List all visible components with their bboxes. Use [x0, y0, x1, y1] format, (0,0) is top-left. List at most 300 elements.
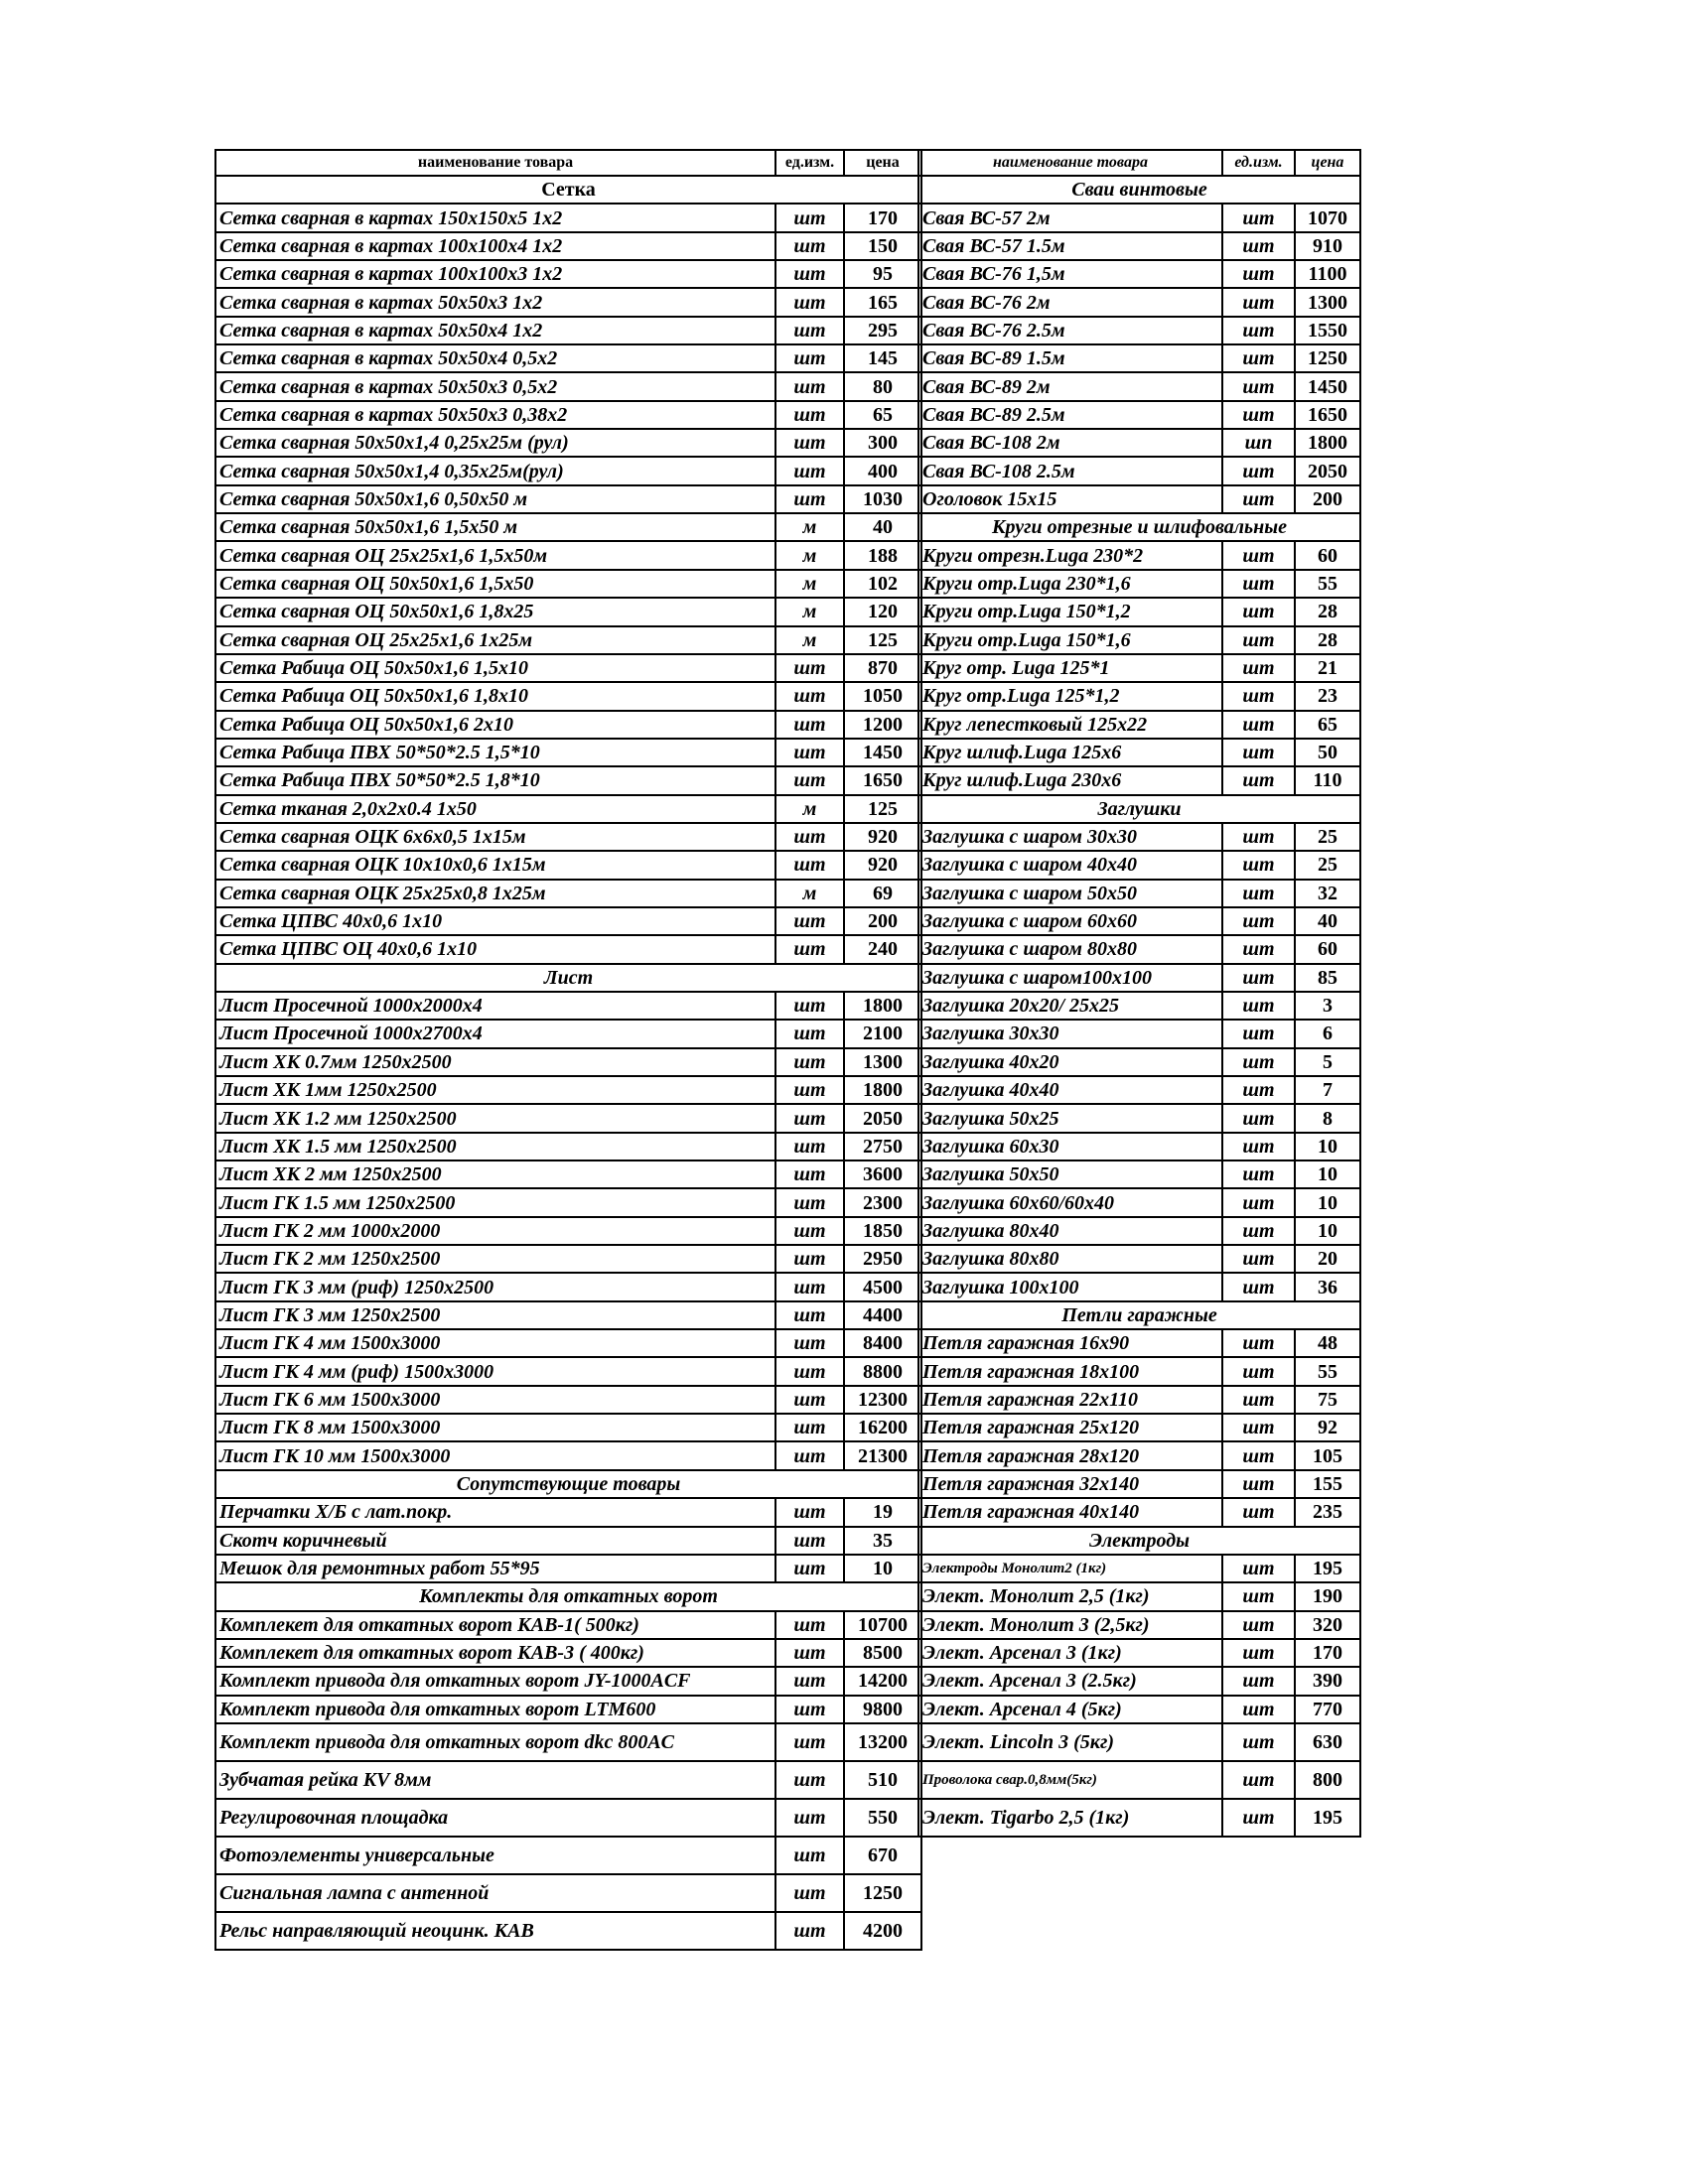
- item-unit: шт: [775, 711, 844, 739]
- item-name: Комплекет для откатных ворот КАВ-3 ( 400кг): [215, 1639, 775, 1667]
- item-price: 8800: [844, 1357, 921, 1385]
- table-row: [215, 1329, 921, 1357]
- item-unit: шт: [1222, 1329, 1295, 1357]
- item-unit: шт: [775, 654, 844, 682]
- item-name: Круги отр.Luga 150*1,2: [918, 598, 1222, 625]
- right-price-table: [917, 149, 1361, 1838]
- item-unit: м: [775, 570, 844, 598]
- item-unit: м: [775, 541, 844, 569]
- table-row: [918, 429, 1360, 457]
- item-unit: шт: [1222, 1555, 1295, 1582]
- item-price: 910: [1295, 232, 1360, 260]
- table-row: [918, 1696, 1360, 1723]
- item-price: 8500: [844, 1639, 921, 1667]
- table-row: [918, 1273, 1360, 1300]
- item-price: 50: [1295, 739, 1360, 766]
- item-unit: шт: [1222, 682, 1295, 710]
- item-name: Лист ХК 0.7мм 1250х2500: [215, 1048, 775, 1076]
- item-name: Петля гаражная 16х90: [918, 1329, 1222, 1357]
- item-price: 80: [844, 372, 921, 400]
- item-price: 14200: [844, 1667, 921, 1695]
- table-row: [918, 851, 1360, 879]
- section-title: Электроды: [918, 1527, 1360, 1555]
- item-name: Заглушка с шаром 80х80: [918, 935, 1222, 963]
- item-price: 7: [1295, 1076, 1360, 1104]
- table-row: [918, 1357, 1360, 1385]
- item-unit: шт: [1222, 711, 1295, 739]
- table-row: [215, 513, 921, 541]
- item-name: Сетка сварная ОЦК 6х6х0,5 1х15м: [215, 823, 775, 851]
- item-unit: шт: [1222, 1414, 1295, 1441]
- table-row: [215, 682, 921, 710]
- item-unit: шт: [775, 1386, 844, 1414]
- item-price: 1800: [1295, 429, 1360, 457]
- item-price: 12300: [844, 1386, 921, 1414]
- section-header: [918, 1527, 1360, 1555]
- table-row: [215, 1837, 921, 1874]
- item-unit: шт: [775, 992, 844, 1020]
- section-title: Сваи винтовые: [918, 176, 1360, 204]
- item-name: Круг шлиф.Luga 230х6: [918, 766, 1222, 794]
- table-row: [918, 1799, 1360, 1837]
- table-row: [215, 401, 921, 429]
- table-row: [215, 992, 921, 1020]
- item-unit: шт: [1222, 766, 1295, 794]
- item-price: 32: [1295, 880, 1360, 907]
- item-unit: шт: [1222, 372, 1295, 400]
- item-unit: шт: [775, 1414, 844, 1441]
- item-unit: шт: [775, 344, 844, 372]
- item-unit: шт: [1222, 992, 1295, 1020]
- table-row: [918, 935, 1360, 963]
- item-name: Петля гаражная 40х140: [918, 1498, 1222, 1526]
- item-name: Проволока свар.0,8мм(5кг): [918, 1761, 1222, 1799]
- item-price: 4400: [844, 1301, 921, 1329]
- item-unit: шт: [775, 1048, 844, 1076]
- item-name: Элект. Арсенал 4 (5кг): [918, 1696, 1222, 1723]
- table-row: [918, 1555, 1360, 1582]
- item-name: Лист ГК 4 мм 1500х3000: [215, 1329, 775, 1357]
- item-price: 200: [1295, 485, 1360, 513]
- item-name: Электроды Монолит2 (1кг): [918, 1555, 1222, 1582]
- item-name: Сетка ЦПВС 40х0,6 1х10: [215, 907, 775, 935]
- item-price: 19: [844, 1498, 921, 1526]
- item-unit: шт: [775, 401, 844, 429]
- item-unit: шт: [775, 1912, 844, 1950]
- item-unit: шт: [1222, 1076, 1295, 1104]
- item-name: Элект. Lincoln 3 (5кг): [918, 1723, 1222, 1761]
- item-unit: шт: [1222, 401, 1295, 429]
- item-unit: шт: [775, 1761, 844, 1799]
- item-name: Лист ГК 3 мм 1250х2500: [215, 1301, 775, 1329]
- table-row: [918, 1104, 1360, 1132]
- table-row: [918, 1639, 1360, 1667]
- item-price: 75: [1295, 1386, 1360, 1414]
- item-unit: шт: [1222, 232, 1295, 260]
- table-row: [215, 1874, 921, 1912]
- item-name: Заглушка 50х25: [918, 1104, 1222, 1132]
- table-row: [215, 1273, 921, 1300]
- item-price: 670: [844, 1837, 921, 1874]
- item-name: Сетка сварная в картах 50х50х4 0,5х2: [215, 344, 775, 372]
- table-row: [215, 1020, 921, 1047]
- item-name: Элект. Монолит 3 (2,5кг): [918, 1611, 1222, 1639]
- item-unit: шт: [775, 1837, 844, 1874]
- item-name: Сетка сварная в картах 100х100х3 1х2: [215, 260, 775, 288]
- item-price: 21300: [844, 1441, 921, 1469]
- item-price: 1050: [844, 682, 921, 710]
- header-name: наименование товара: [215, 150, 775, 176]
- table-row: [215, 1245, 921, 1273]
- item-price: 800: [1295, 1761, 1360, 1799]
- item-unit: шт: [1222, 1357, 1295, 1385]
- table-row: [215, 232, 921, 260]
- item-price: 295: [844, 317, 921, 344]
- item-name: Сетка сварная в картах 50х50х3 0,5х2: [215, 372, 775, 400]
- item-name: Заглушка с шаром 40х40: [918, 851, 1222, 879]
- item-name: Лист Просечной 1000х2000х4: [215, 992, 775, 1020]
- item-name: Лист ГК 3 мм (риф) 1250х2500: [215, 1273, 775, 1300]
- item-unit: шт: [775, 1245, 844, 1273]
- item-unit: шт: [775, 682, 844, 710]
- item-unit: шт: [1222, 1799, 1295, 1837]
- item-price: 170: [1295, 1639, 1360, 1667]
- item-unit: шт: [1222, 1020, 1295, 1047]
- item-name: Свая ВС-76 2.5м: [918, 317, 1222, 344]
- item-price: 3: [1295, 992, 1360, 1020]
- header-unit: ед.изм.: [1222, 150, 1295, 176]
- table-row: [215, 1160, 921, 1188]
- item-name: Перчатки Х/Б с лат.покр.: [215, 1498, 775, 1526]
- item-name: Элект. Tigarbo 2,5 (1кг): [918, 1799, 1222, 1837]
- item-price: 920: [844, 823, 921, 851]
- table-row: [918, 401, 1360, 429]
- table-row: [918, 1329, 1360, 1357]
- item-price: 1070: [1295, 204, 1360, 231]
- table-row: [215, 654, 921, 682]
- item-price: 870: [844, 654, 921, 682]
- item-unit: шт: [775, 1555, 844, 1582]
- table-row: [215, 457, 921, 484]
- item-unit: шт: [775, 1329, 844, 1357]
- item-unit: шт: [1222, 1582, 1295, 1610]
- item-unit: шт: [775, 288, 844, 316]
- section-title: Заглушки: [918, 795, 1360, 823]
- item-price: 10: [1295, 1188, 1360, 1216]
- item-price: 550: [844, 1799, 921, 1837]
- item-unit: шт: [775, 907, 844, 935]
- item-price: 1800: [844, 992, 921, 1020]
- table-row: [918, 1414, 1360, 1441]
- table-row: [215, 204, 921, 231]
- item-unit: шт: [1222, 1273, 1295, 1300]
- item-name: Лист ХК 1.5 мм 1250х2500: [215, 1133, 775, 1160]
- table-row: [918, 1076, 1360, 1104]
- item-name: Круг отр.Luga 125*1,2: [918, 682, 1222, 710]
- item-price: 1450: [1295, 372, 1360, 400]
- item-name: Элект. Арсенал 3 (2.5кг): [918, 1667, 1222, 1695]
- table-row: [918, 1611, 1360, 1639]
- table-row: [215, 1498, 921, 1526]
- table-row: [215, 907, 921, 935]
- table-row: [918, 626, 1360, 654]
- item-price: 2750: [844, 1133, 921, 1160]
- item-name: Круг шлиф.Luga 125х6: [918, 739, 1222, 766]
- table-row: [215, 344, 921, 372]
- table-row: [918, 1386, 1360, 1414]
- table-row: [215, 1301, 921, 1329]
- item-name: Заглушка с шаром 50х50: [918, 880, 1222, 907]
- item-unit: шт: [1222, 1104, 1295, 1132]
- item-name: Заглушка 60х60/60х40: [918, 1188, 1222, 1216]
- table-header: [918, 150, 1360, 176]
- item-name: Круги отр.Luga 150*1,6: [918, 626, 1222, 654]
- item-name: Заглушка 80х40: [918, 1217, 1222, 1245]
- item-unit: шт: [1222, 541, 1295, 569]
- item-name: Сетка тканая 2,0х2х0.4 1х50: [215, 795, 775, 823]
- item-price: 1850: [844, 1217, 921, 1245]
- item-name: Лист ГК 2 мм 1000х2000: [215, 1217, 775, 1245]
- item-name: Свая ВС-108 2м: [918, 429, 1222, 457]
- item-name: Петля гаражная 22х110: [918, 1386, 1222, 1414]
- table-row: [215, 1723, 921, 1761]
- item-price: 1250: [1295, 344, 1360, 372]
- item-price: 65: [844, 401, 921, 429]
- item-unit: шт: [1222, 1386, 1295, 1414]
- item-price: 10: [1295, 1160, 1360, 1188]
- table-row: [215, 1761, 921, 1799]
- item-price: 92: [1295, 1414, 1360, 1441]
- item-name: Свая ВС-76 1,5м: [918, 260, 1222, 288]
- section-header: [918, 795, 1360, 823]
- section-header: [918, 1301, 1360, 1329]
- item-unit: шт: [1222, 457, 1295, 484]
- item-price: 300: [844, 429, 921, 457]
- item-unit: шт: [1222, 317, 1295, 344]
- item-price: 630: [1295, 1723, 1360, 1761]
- item-unit: шт: [1222, 1667, 1295, 1695]
- item-unit: шт: [1222, 260, 1295, 288]
- item-unit: шт: [775, 1874, 844, 1912]
- item-price: 6: [1295, 1020, 1360, 1047]
- table-row: [215, 766, 921, 794]
- item-unit: шт: [1222, 1217, 1295, 1245]
- item-unit: шт: [1222, 1761, 1295, 1799]
- item-unit: шт: [775, 1441, 844, 1469]
- item-name: Сетка ЦПВС ОЦ 40х0,6 1х10: [215, 935, 775, 963]
- section-header: [918, 176, 1360, 204]
- item-name: Заглушка 30х30: [918, 1020, 1222, 1047]
- item-name: Свая ВС-108 2.5м: [918, 457, 1222, 484]
- item-unit: шт: [775, 372, 844, 400]
- item-unit: шт: [1222, 344, 1295, 372]
- item-name: Сетка сварная ОЦК 10х10х0,6 1х15м: [215, 851, 775, 879]
- item-name: Фотоэлементы универсальные: [215, 1837, 775, 1874]
- item-price: 155: [1295, 1470, 1360, 1498]
- item-name: Зубчатая рейка KV 8мм: [215, 1761, 775, 1799]
- item-name: Рельс направляющий неоцинк. КАВ: [215, 1912, 775, 1950]
- item-price: 4500: [844, 1273, 921, 1300]
- item-name: Свая ВС-57 2м: [918, 204, 1222, 231]
- item-price: 4200: [844, 1912, 921, 1950]
- item-name: Комплект привода для откатных ворот dkc 800AC: [215, 1723, 775, 1761]
- table-row: [918, 570, 1360, 598]
- item-name: Круги отрезн.Luga 230*2: [918, 541, 1222, 569]
- item-name: Заглушка 40х40: [918, 1076, 1222, 1104]
- item-unit: шт: [775, 1076, 844, 1104]
- item-unit: шт: [1222, 880, 1295, 907]
- item-price: 3600: [844, 1160, 921, 1188]
- item-price: 9800: [844, 1696, 921, 1723]
- item-unit: м: [775, 795, 844, 823]
- table-row: [918, 766, 1360, 794]
- item-price: 2950: [844, 1245, 921, 1273]
- item-price: 510: [844, 1761, 921, 1799]
- item-unit: шт: [775, 204, 844, 231]
- item-unit: шт: [775, 1133, 844, 1160]
- item-unit: шт: [775, 766, 844, 794]
- table-row: [215, 626, 921, 654]
- table-row: [215, 823, 921, 851]
- item-price: 60: [1295, 541, 1360, 569]
- table-row: [918, 880, 1360, 907]
- item-name: Сетка сварная ОЦК 25х25х0,8 1х25м: [215, 880, 775, 907]
- item-unit: шт: [775, 1498, 844, 1526]
- item-unit: шт: [775, 1799, 844, 1837]
- item-unit: шт: [775, 1723, 844, 1761]
- item-name: Петля гаражная 25х120: [918, 1414, 1222, 1441]
- table-row: [215, 739, 921, 766]
- item-price: 390: [1295, 1667, 1360, 1695]
- item-price: 195: [1295, 1799, 1360, 1837]
- item-unit: шт: [1222, 964, 1295, 992]
- item-price: 20: [1295, 1245, 1360, 1273]
- table-row: [918, 992, 1360, 1020]
- item-unit: шт: [1222, 598, 1295, 625]
- item-name: Сетка сварная 50х50х1,6 1,5х50 м: [215, 513, 775, 541]
- item-name: Свая ВС-89 2.5м: [918, 401, 1222, 429]
- item-unit: шт: [775, 1301, 844, 1329]
- item-price: 105: [1295, 1441, 1360, 1469]
- item-price: 2300: [844, 1188, 921, 1216]
- item-unit: шт: [775, 429, 844, 457]
- item-name: Лист ГК 6 мм 1500х3000: [215, 1386, 775, 1414]
- item-unit: шт: [1222, 1245, 1295, 1273]
- table-row: [215, 260, 921, 288]
- item-price: 1200: [844, 711, 921, 739]
- item-price: 1100: [1295, 260, 1360, 288]
- item-price: 1550: [1295, 317, 1360, 344]
- item-unit: шт: [1222, 1160, 1295, 1188]
- table-row: [918, 1020, 1360, 1047]
- item-unit: шт: [775, 260, 844, 288]
- item-price: 240: [844, 935, 921, 963]
- item-price: 21: [1295, 654, 1360, 682]
- item-price: 145: [844, 344, 921, 372]
- item-unit: шт: [775, 1188, 844, 1216]
- item-unit: шт: [1222, 654, 1295, 682]
- table-row: [215, 795, 921, 823]
- item-unit: шт: [775, 1273, 844, 1300]
- item-price: 10: [1295, 1217, 1360, 1245]
- table-row: [918, 1582, 1360, 1610]
- item-name: Сетка сварная 50х50х1,4 0,25х25м (рул): [215, 429, 775, 457]
- item-unit: шт: [775, 1696, 844, 1723]
- item-price: 85: [1295, 964, 1360, 992]
- table-row: [215, 372, 921, 400]
- table-row: [918, 457, 1360, 484]
- item-unit: шт: [775, 1527, 844, 1555]
- header-price: цена: [844, 150, 921, 176]
- item-price: 65: [1295, 711, 1360, 739]
- item-unit: шт: [1222, 570, 1295, 598]
- left-price-table: [214, 149, 922, 1951]
- item-name: Сетка сварная 50х50х1,4 0,35х25м(рул): [215, 457, 775, 484]
- item-unit: шт: [775, 935, 844, 963]
- item-price: 8400: [844, 1329, 921, 1357]
- table-row: [215, 429, 921, 457]
- table-row: [918, 1217, 1360, 1245]
- item-name: Лист ХК 1мм 1250х2500: [215, 1076, 775, 1104]
- item-unit: шт: [775, 1611, 844, 1639]
- item-unit: шт: [1222, 907, 1295, 935]
- table-row: [215, 1414, 921, 1441]
- item-name: Лист Просечной 1000х2700х4: [215, 1020, 775, 1047]
- item-unit: м: [775, 598, 844, 625]
- item-name: Свая ВС-76 2м: [918, 288, 1222, 316]
- table-row: [215, 1667, 921, 1695]
- item-name: Сетка сварная в картах 150х150х5 1х2: [215, 204, 775, 231]
- table-row: [215, 1555, 921, 1582]
- item-name: Заглушка 20х20/ 25х25: [918, 992, 1222, 1020]
- item-price: 13200: [844, 1723, 921, 1761]
- table-row: [918, 1048, 1360, 1076]
- item-price: 195: [1295, 1555, 1360, 1582]
- item-unit: шт: [1222, 739, 1295, 766]
- table-row: [215, 317, 921, 344]
- table-row: [918, 485, 1360, 513]
- item-name: Свая ВС-89 2м: [918, 372, 1222, 400]
- item-price: 770: [1295, 1696, 1360, 1723]
- section-header: [215, 176, 921, 204]
- item-unit: шт: [775, 1104, 844, 1132]
- item-price: 5: [1295, 1048, 1360, 1076]
- item-price: 10: [844, 1555, 921, 1582]
- table-row: [918, 317, 1360, 344]
- table-row: [215, 1386, 921, 1414]
- header-unit: ед.изм.: [775, 150, 844, 176]
- item-price: 235: [1295, 1498, 1360, 1526]
- table-row: [918, 1133, 1360, 1160]
- item-name: Петля гаражная 18х100: [918, 1357, 1222, 1385]
- item-name: Сетка сварная в картах 50х50х3 1х2: [215, 288, 775, 316]
- item-price: 1300: [1295, 288, 1360, 316]
- item-name: Сетка сварная в картах 50х50х3 0,38х2: [215, 401, 775, 429]
- item-price: 10: [1295, 1133, 1360, 1160]
- table-row: [918, 1723, 1360, 1761]
- item-unit: шт: [1222, 204, 1295, 231]
- item-unit: шт: [1222, 288, 1295, 316]
- item-price: 95: [844, 260, 921, 288]
- item-price: 125: [844, 626, 921, 654]
- item-name: Сетка Рабица ПВХ 50*50*2.5 1,8*10: [215, 766, 775, 794]
- item-name: Сетка сварная ОЦ 50х50х1,6 1,8х25: [215, 598, 775, 625]
- item-name: Мешок для ремонтных работ 55*95: [215, 1555, 775, 1582]
- item-price: 125: [844, 795, 921, 823]
- item-price: 165: [844, 288, 921, 316]
- item-unit: шт: [1222, 1441, 1295, 1469]
- item-price: 60: [1295, 935, 1360, 963]
